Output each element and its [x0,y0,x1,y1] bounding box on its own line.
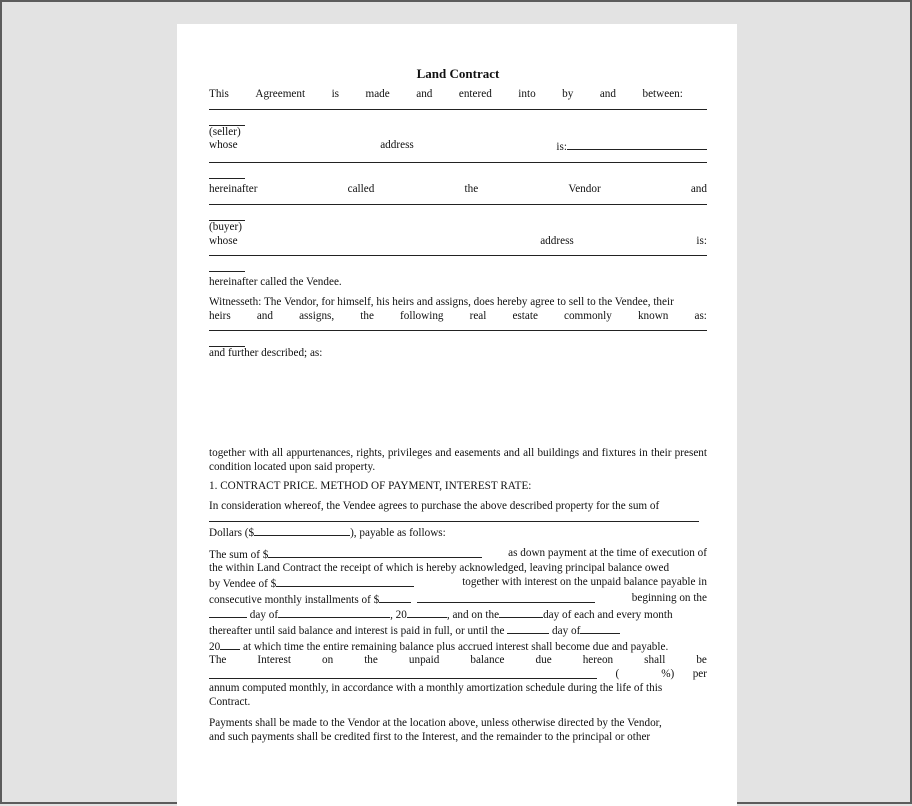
installment-amount-blank[interactable] [379,592,411,603]
final-year-blank[interactable] [220,639,240,650]
property-description-blank-end[interactable] [209,334,245,347]
installment-amount-blank-2[interactable] [417,592,595,603]
property-description-space[interactable] [209,361,707,447]
monthly-day-blank[interactable] [499,607,543,618]
interest-line: The Interest on the unpaid balance due hereon shall be [209,654,707,667]
contract-price-amount-blank[interactable] [254,525,350,536]
buyer-address-blank-end[interactable] [209,259,245,272]
document-page [177,24,737,806]
sum-line-7: 20 at which time the entire remaining balance plus accrued interest shall become due and payable. [209,640,669,653]
consideration-line: In consideration whereof, the Vendee agrees to purchase the above described property for the sum of [209,500,660,513]
buyer-label: (buyer) [209,220,242,233]
interest-rate-words-blank[interactable] [209,668,597,679]
sum-line-5: day of , 20 , and on the day of each and every month [209,607,707,623]
further-described-line: and further described; as: [209,347,323,360]
seller-name-blank-end[interactable] [209,113,245,126]
start-day-blank[interactable] [209,607,247,618]
buyer-name-blank-end[interactable] [209,208,245,221]
sum-line-6: thereafter until said balance and interest is paid in full, or until the day of [209,623,707,639]
sum-line-1: The sum of $ as down payment at the time of execution of [209,546,707,561]
seller-name-blank[interactable] [209,102,707,110]
buyer-name-blank[interactable] [209,197,707,205]
principal-balance-blank[interactable] [276,576,414,587]
down-payment-blank[interactable] [268,547,482,558]
vendee-line: hereinafter called the Vendee. [209,276,342,289]
buyer-address-blank[interactable] [209,248,707,256]
start-month-blank[interactable] [278,607,390,618]
agreement-line: This Agreement is made and entered into by and between: [209,88,683,100]
start-year-blank[interactable] [407,607,447,618]
seller-label: (seller) [209,125,241,138]
payments-line-2: and such payments shall be credited first to the Interest, and the remainder to the principal or other [209,730,651,743]
witness-line-1: Witnesseth: The Vendor, for himself, his heirs and assigns, does hereby agree to sell to the Vendee, their [209,295,674,308]
contract-line: Contract. [209,695,251,708]
witness-line-2: heirs and assigns, the following real estate commonly known as: [209,309,707,322]
seller-address-blank-end[interactable] [209,166,245,179]
sum-line-4: consecutive monthly installments of $ beginning on the [209,591,707,606]
final-day-blank[interactable] [507,623,549,634]
seller-address-blank-2[interactable] [209,155,707,163]
document-content [209,66,707,745]
payments-line-1: Payments shall be made to the Vendor at the location above, unless otherwise directed by the Vendor, [209,717,662,730]
interest-rate-line: ( %) per [209,668,707,682]
property-description-blank[interactable] [209,323,707,331]
final-month-blank[interactable] [580,623,620,634]
section-1-heading: 1. CONTRACT PRICE. METHOD OF PAYMENT, INTEREST RATE: [209,480,532,493]
sum-line-3: by Vendee of $ together with interest on the unpaid balance payable in [209,575,707,590]
hereinafter-vendor-line: hereinafter called the Vendor and [209,183,707,196]
seller-address-line: whose address is: [209,139,707,155]
document-title: Land Contract [416,66,500,81]
buyer-address-line: whose address is: [209,234,707,247]
seller-address-blank[interactable] [567,139,707,150]
sum-line-2: the within Land Contract the receipt of which is hereby acknowledged, leaving principal balance owed [209,562,670,575]
contract-price-words-blank[interactable] [209,514,699,522]
together-paragraph: together with all appurtenances, rights, privileges and easements and all buildings and fixtures in their present condition located upon said property. [209,447,707,473]
dollars-line: Dollars ($ ), payable as follows: [209,526,446,539]
annum-line: annum computed monthly, in accordance with a monthly amortization schedule during the life of this [209,681,663,694]
